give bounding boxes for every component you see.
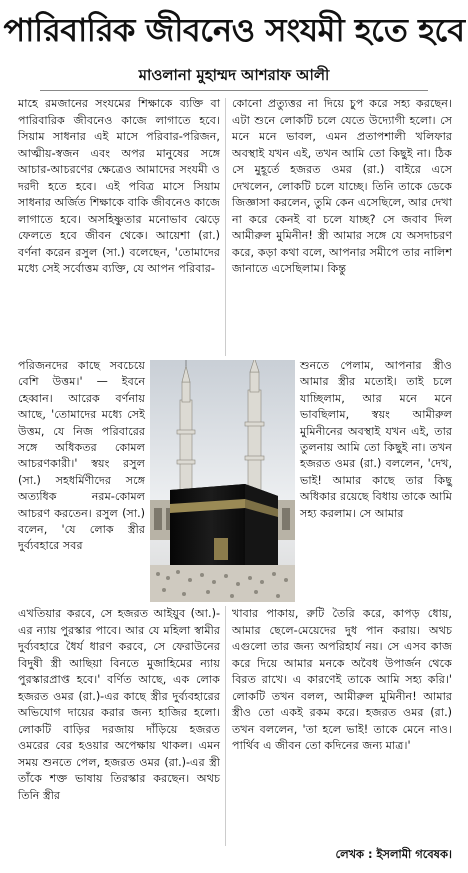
article-wrap-left: [18, 358, 145, 555]
byline-rule: [40, 90, 428, 91]
article-headline: পারিবারিক জীবনেও সংযমী হতে হবে: [3, 11, 465, 49]
column-divider-bottom: [225, 606, 226, 846]
article-column-right-bottom: [232, 606, 452, 755]
article-wrap-right: [300, 358, 452, 522]
article-column-left-bottom: [18, 606, 220, 804]
author-note: লেখক : ইসলামী গবেষক।: [335, 847, 452, 861]
paragraph: এখতিয়ার করবে, সে হজরত আইয়ুব (আ.)-এর ন্যায় পুরস্কার পাবে। আর যে মহিলা স্বামীর দুর্ব্যবহারে ধৈর্য ধারণ করবে, সে ফেরাউনের বিদুষী স্ত্রী আছিয়া বিনতে মুজাহিমের ন্যায় পুরস্কারপ্রাপ্ত হবে।' বর্ণিত আছে, এক লোক হজরত ওমর (রা.)-এর কাছে স্ত্রীর দুর্ব্যবহারের অভিযোগ দায়ের করার জন্য হাজির হলো। লোকটি বাড়ির দরজায় দাঁড়িয়ে হজরত ওমরের বের হওয়ার অপেক্ষায় থাকল। এমন সময় শুনতে পেল, হজরত ওমর (রা.)-এর স্ত্রী তাঁকে শক্ত ভাষায় তিরস্কার করছেন। অথচ তিনি স্ত্রীর: [18, 607, 220, 802]
paragraph: মাহে রমজানের সংযমের শিক্ষাকে ব্যক্তি বা পারিবারিক জীবনেও কাজে লাগাতে হবে। সিয়াম সাধনার এই মাসে পরিবার-পরিজন, আত্মীয়-স্বজন এবং অপর মানুষের সঙ্গে আচার-আচরণের ক্ষেত্রেও আমাদের সংযমী ও দরদী হতে হবে। এই পবিত্র মাসে সিয়াম সাধনার অর্জিত শিক্ষাকে বাকি জীবনেও কাজে লাগাতে হবে। অসহিষ্ণুতার মনোভাব ঝেড়ে ফেলতে হবে জীবন থেকে। আয়েশা (রা.) বর্ণনা করেন রসুল (সা.) বলেছেন, 'তোমাদের মধ্যে সেই সর্বোত্তম ব্যক্তি, যে আপন পরিবার-: [18, 97, 220, 275]
article-byline: মাওলানা মুহাম্মদ আশরাফ আলী: [138, 66, 330, 84]
paragraph: কোনো প্রত্যুত্তর না দিয়ে চুপ করে সহ্য করছেন। এটা শুনে লোকটি চলে যেতে উদ্যোগী হলো। সে মনে মনে ভাবল, এমন প্রতাপশালী খলিফার অবস্থাই যখন এই, তখন আমি তো কিছুই না। ঠিক সে মুহূর্তে হজরত ওমর (রা.) বাইরে এসে দেখলেন, লোকটি চলে যাচ্ছে। তিনি তাকে ডেকে জিজ্ঞাসা করলেন, তুমি কেন এসেছিলে, আর দেখা না করে কেনই বা চলে যাচ্ছ? সে জবাব দিল আমীরুল মুমিনীন! স্ত্রী আমার সঙ্গে যে অসদাচরণ করে, কড়া কথা বলে, আপনার সমীপে তার নালিশ জানাতে এসেছিলাম। কিন্তু: [232, 97, 453, 275]
kaaba-photo: [150, 360, 295, 602]
column-divider-top: [225, 98, 226, 356]
paragraph: খাবার পাকায়, রুটি তৈরি করে, কাপড় ধোয়, আমার ছেলে-মেয়েদের দুধ পান করায়। অথচ এগুলো তার জন্য অপরিহার্য নয়। সে এসব কাজ করে দিয়ে আমার মনকে অবৈধ উপার্জন থেকে বিরত রাখে। এ কারণেই তাকে আমি সহ্য করি।' লোকটি তখন বলল, আমীরুল মুমিনীন! আমার স্ত্রীও তো একই রকম করে। হজরত ওমর (রা.) তখন বললেন, 'তা হলে ভাই! তাকে মেনে নাও। পার্থিব এ জীবন তো কদিনের জন্য মাত্র।': [232, 607, 452, 752]
paragraph: পরিজনদের কাছে সবচেয়ে বেশি উত্তম।' — ইবনে হেব্বান। আরেক বর্ণনায় আছে, 'তোমাদের মধ্যে সেই উত্তম, যে নিজ পরিবারের সঙ্গে অধিকতর কোমল আচরণকারী।' স্বয়ং রসুল (সা.) সহধর্মিণীদের সঙ্গে অত্যধিক নরম-কোমল আচরণ করতেন। রসুল (সা.) বলেন, 'যে লোক স্ত্রীর দুর্ব্যবহারে সবর: [18, 359, 145, 553]
paragraph: শুনতে পেলাম, আপনার স্ত্রীও আমার স্ত্রীর মতোই। তাই চলে যাচ্ছিলাম, আর মনে মনে ভাবছিলাম, স্বয়ং আমীরুল মুমিনীনের অবস্থাই যখন এই, তার তুলনায় আমি তো কিছুই না। তখন হজরত ওমর (রা.) বললেন, 'দেখ, ভাই! আমার কাছে তার কিছু অধিকার রয়েছে বিধায় তাকে আমি সহ্য করলাম। সে আমার: [300, 359, 452, 520]
article-column-right-top: [232, 96, 452, 278]
article-column-left-top: [18, 96, 220, 278]
